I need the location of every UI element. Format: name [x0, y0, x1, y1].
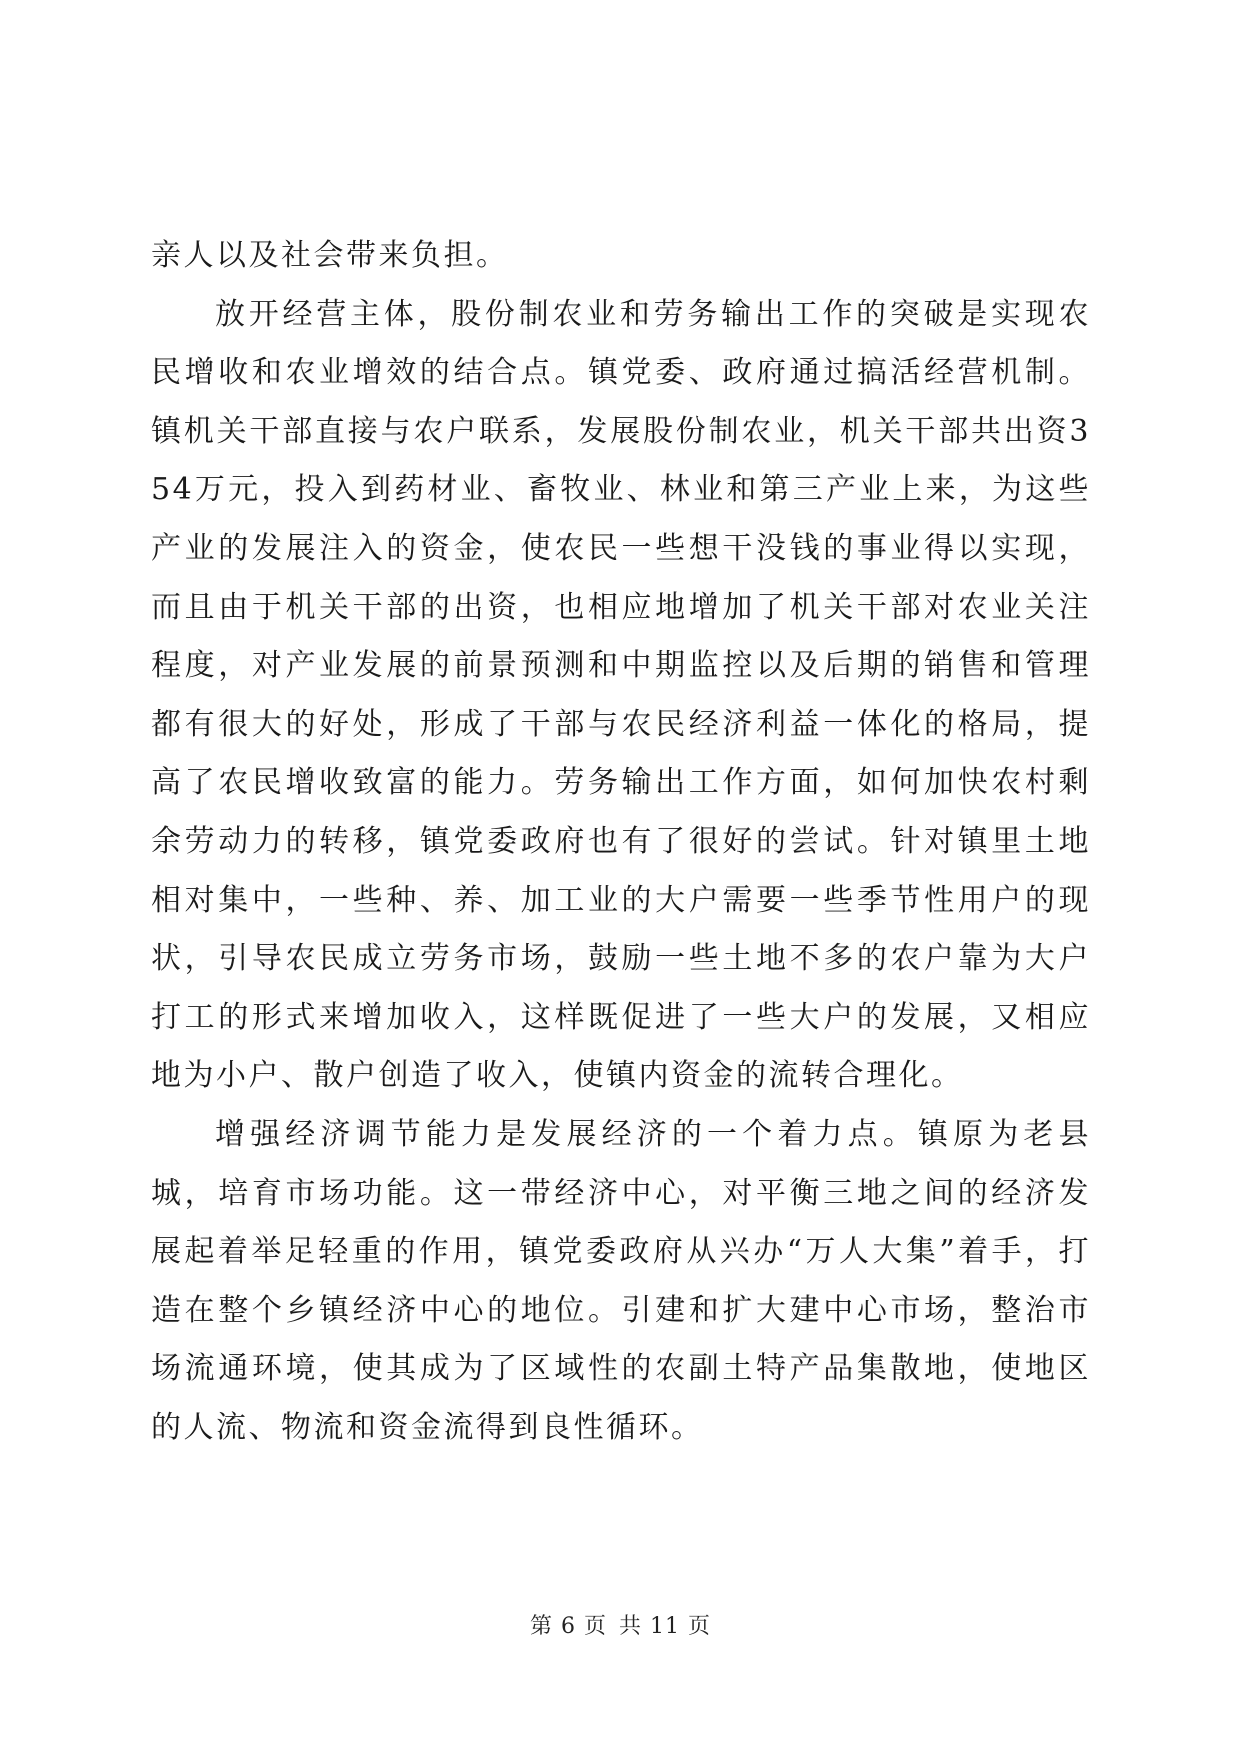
paragraph-economic-regulation: 增强经济调节能力是发展经济的一个着力点。镇原为老县城，培育市场功能。这一带经济中心，对平衡三地之间的经济发展起着举足轻重的作用，镇党委政府从兴办“万人大集”着手，打造在整个乡镇经济中心的地位。引建和扩大建中心市场，整治市场流通环境，使其成为了区域性的农副土特产品集散地，使地区的人流、物流和资金流得到良性循环。	[151, 1116, 1091, 1445]
paragraph-continuation: 亲人以及社会带来负担。	[151, 238, 509, 273]
page-number-label: 第 6 页	[530, 1614, 607, 1639]
page-total-label: 共 11 页	[619, 1614, 711, 1639]
page-footer	[0, 1612, 1241, 1642]
document-body	[151, 227, 1091, 1457]
paragraph-equity-agriculture: 放开经营主体，股份制农业和劳务输出工作的突破是实现农民增收和农业增效的结合点。镇党委、政府通过搞活经营机制。镇机关干部直接与农户联系，发展股份制农业，机关干部共出资354万元，投入到药材业、畜牧业、林业和第三产业上来，为这些产业的发展注入的资金，使农民一些想干没钱的事业得以实现，而且由于机关干部的出资，也相应地增加了机关干部对农业关注程度，对产业发展的前景预测和中期监控以及后期的销售和管理都有很大的好处，形成了干部与农民经济利益一体化的格局，提高了农民增收致富的能力。劳务输出工作方面，如何加快农村剩余劳动力的转移，镇党委政府也有了很好的尝试。针对镇里土地相对集中，一些种、养、加工业的大户需要一些季节性用户的现状，引导农民成立劳务市场，鼓励一些土地不多的农户靠为大户打工的形式来增加收入，这样既促进了一些大户的发展，又相应地为小户、散户创造了收入，使镇内资金的流转合理化。	[151, 296, 1091, 1094]
